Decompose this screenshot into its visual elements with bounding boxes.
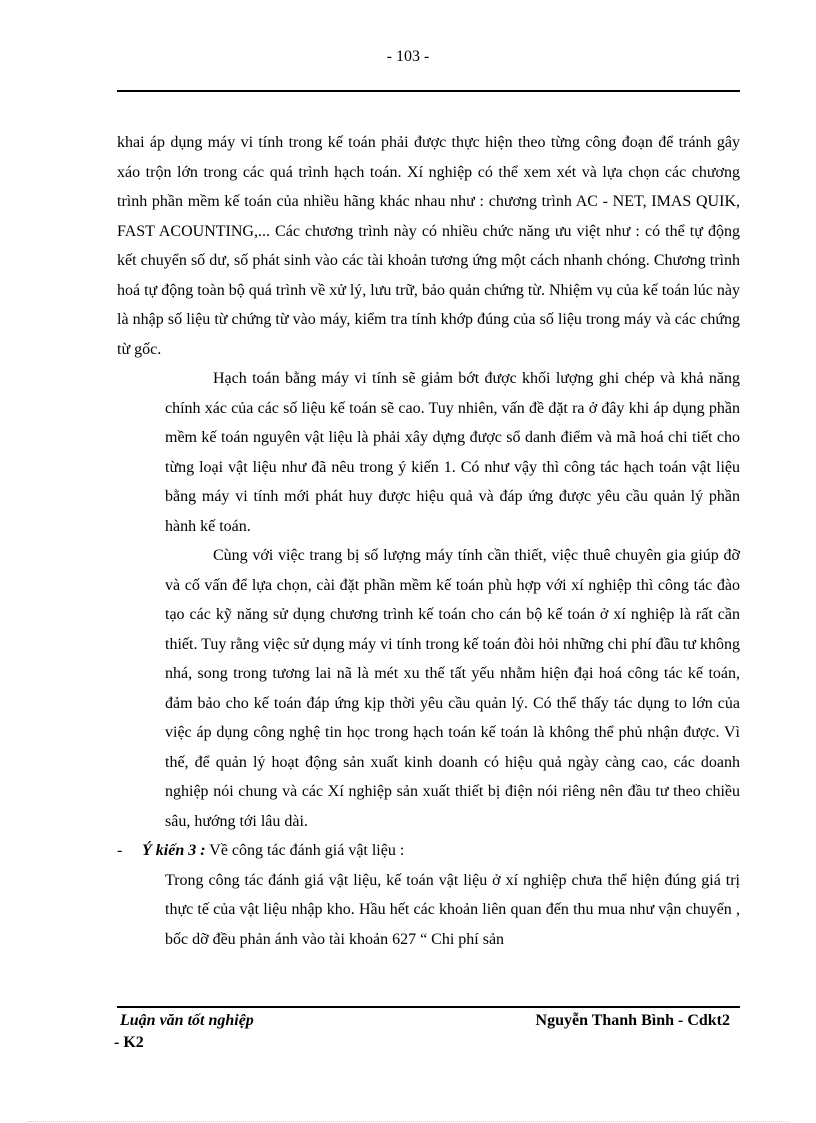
footer-rule [117, 1006, 740, 1008]
footer-thesis-label: Luận văn tốt nghiệp [120, 1012, 254, 1029]
opinion-label: Ý kiến 3 : [142, 842, 206, 859]
page-number: - 103 - [386, 48, 430, 65]
bullet-dash: - [117, 842, 123, 859]
body-paragraph-4: Trong công tác đánh giá vật liệu, kế toán vật liệu ở xí nghiệp chưa thể hiện đúng giá trị thực tế của vật liệu nhập kho. Hầu hết các khoản liên quan đến thu mua như vận chuyển , bốc dỡ đều phản ánh vào tài khoản 627 “ Chi phí sản [165, 871, 740, 948]
footer-author: Nguyễn Thanh Bình - Cdkt2 [535, 1012, 730, 1029]
body-paragraph-2: Hạch toán bằng máy vi tính sẽ giảm bớt được khối lượng ghi chép và khả năng chính xác của các số liệu kế toán sẽ cao. Tuy nhiên, vấn đề đặt ra ở đây khi áp dụng phần mềm kế toán nguyên vật liệu là phải xây dựng được sổ danh điểm và mã hoá chi tiết cho từng loại vật liệu như đã nêu trong ý kiến 1. Có như vậy thì công tác hạch toán vật liệu bằng máy vi tính mới phát huy được hiệu quả và đáp ứng được yêu cầu quản lý phần hành kế toán. [165, 370, 740, 535]
body-paragraph-1: khai áp dụng máy vi tính trong kế toán phải được thực hiện theo từng công đoạn để tránh gây xáo trộn lớn trong các quá trình hạch toán. Xí nghiệp có thể xem xét và lựa chọn các chương trình phần mềm kế toán của nhiều hãng khác nhau như : chương trình AC - NET, IMAS QUIK, FAST ACOUNTING,... Các chương trình này có nhiều chức năng ưu việt như : có thể tự động kết chuyển số dư, số phát sinh vào các tài khoản tương ứng một cách nhanh chóng. Chương trình hoá tự động toàn bộ quá trình về xử lý, lưu trữ, bảo quản chứng từ. Nhiệm vụ của kế toán lúc này là nhập số liệu từ chứng từ vào máy, kiểm tra tính khớp đúng của số liệu trong máy và các chứng từ gốc. [117, 134, 741, 358]
footer-class-continuation: - K2 [114, 1034, 144, 1051]
body-paragraph-3: Cùng với việc trang bị số lượng máy tính cần thiết, việc thuê chuyên gia giúp đỡ và cố vấn để lựa chọn, cài đặt phần mềm kế toán phù hợp với xí nghiệp thì công tác đào tạo các kỹ năng sử dụng chương trình kế toán cho cán bộ kế toán ở xí nghiệp là rất cần thiết. Tuy rằng việc sử dụng máy vi tính trong kế toán đòi hỏi những chi phí đầu tư không nhá, song trong tương lai nã là mét xu thế tất yếu nhằm hiện đại hoá công tác kế toán, đảm bảo cho kế toán đáp ứng kịp thời yêu cầu quản lý. Có thể thấy tác dụng to lớn của việc áp dụng công nghệ tin học trong hạch toán kế toán là không thể phủ nhận được. Vì thế, để quản lý hoạt động sản xuất kinh doanh có hiệu quả ngày càng cao, các doanh nghiệp nói chung và các Xí nghiệp sản xuất thiết bị điện nói riêng nên đầu tư theo chiều sâu, hướng tới lâu dài. [165, 547, 740, 830]
opinion-3-heading [117, 836, 740, 866]
header-rule [117, 90, 740, 92]
document-body [117, 128, 740, 954]
page-edge-dotted-line [28, 1121, 788, 1122]
opinion-title: Về công tác đánh giá vật liệu : [205, 842, 405, 859]
